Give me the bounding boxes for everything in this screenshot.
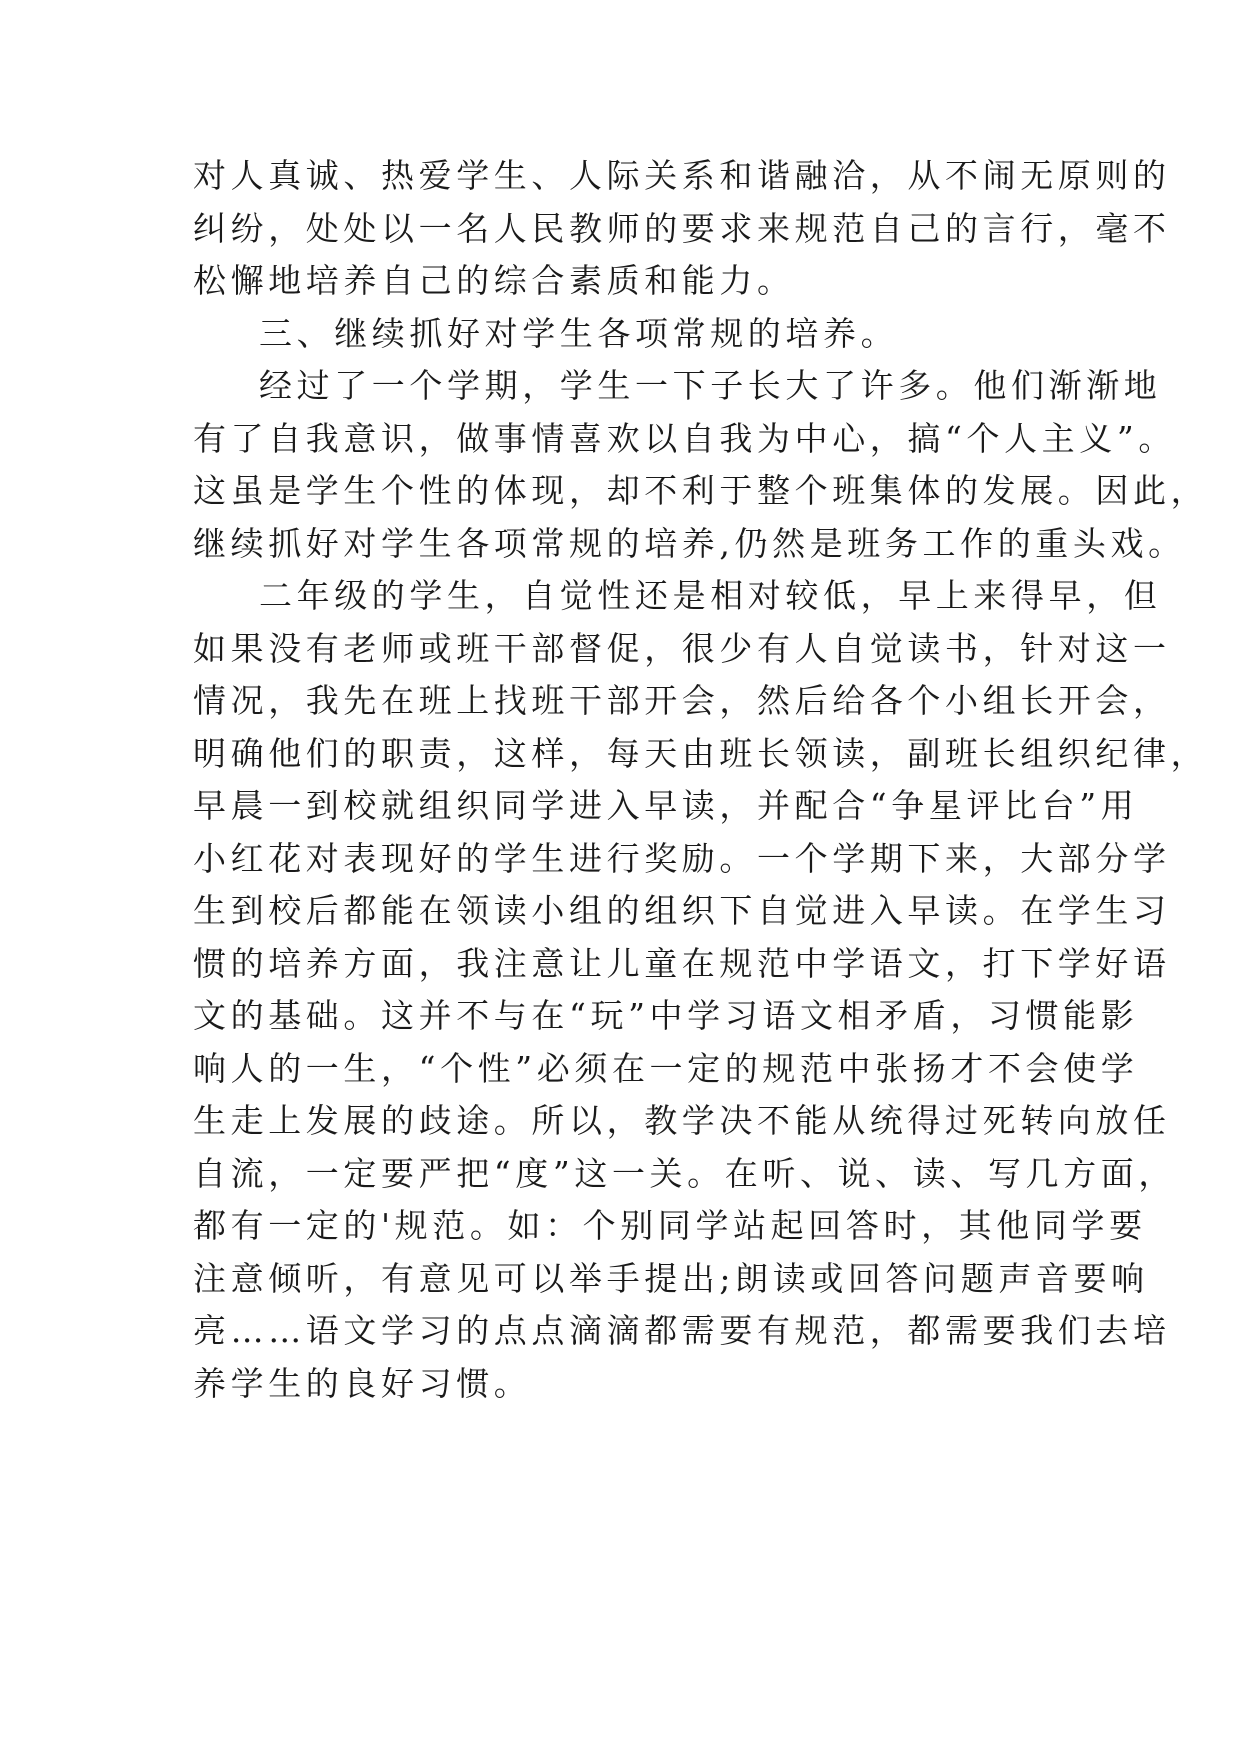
text-line: 亮……语文学习的点点滴滴都需要有规范，都需要我们去培 bbox=[193, 1311, 1171, 1350]
text-line: 情况，我先在班上找班干部开会，然后给各个小组长开会， bbox=[193, 681, 1171, 720]
text-line: 养学生的良好习惯。 bbox=[193, 1363, 532, 1403]
text-line: 二年级的学生，自觉性还是相对较低，早上来得早，但 bbox=[259, 576, 1162, 615]
text-line: 生到校后都能在领读小组的组织下自觉进入早读。在学生习 bbox=[193, 891, 1171, 930]
text-line: 三、继续抓好对学生各项常规的培养。 bbox=[259, 313, 899, 353]
text-line: 纠纷，处处以一名人民教师的要求来规范自己的言行，毫不 bbox=[193, 208, 1171, 248]
text-line: 继续抓好对学生各项常规的培养,仍然是班务工作的重头戏。 bbox=[193, 523, 1186, 563]
text-line: 松懈地培养自己的综合素质和能力。 bbox=[193, 261, 795, 300]
text-line: 注意倾听，有意见可以举手提出;朗读或回答问题声音要响 bbox=[193, 1258, 1149, 1298]
text-line: 早晨一到校就组织同学进入早读，并配合“争星评比台”用 bbox=[193, 786, 1139, 825]
text-line: 响人的一生，“个性”必须在一定的规范中张扬才不会使学 bbox=[193, 1048, 1139, 1088]
text-line: 文的基础。这并不与在“玩”中学习语文相矛盾，习惯能影 bbox=[193, 996, 1139, 1035]
text-line: 生走上发展的歧途。所以，教学决不能从统得过死转向放任 bbox=[193, 1101, 1171, 1140]
text-line: 都有一定的'规范。如：个别同学站起回答时，其他同学要 bbox=[193, 1206, 1147, 1245]
text-line: 自流，一定要严把“度”这一关。在听、说、读、写几方面， bbox=[193, 1153, 1176, 1193]
text-line: 如果没有老师或班干部督促，很少有人自觉读书，针对这一 bbox=[193, 628, 1171, 668]
text-line: 明确他们的职责，这样，每天由班长领读，副班长组织纪律， bbox=[193, 733, 1209, 773]
text-line: 惯的培养方面，我注意让儿童在规范中学语文，打下学好语 bbox=[193, 943, 1171, 983]
body-text bbox=[193, 150, 1209, 1410]
text-line: 这虽是学生个性的体现，却不利于整个班集体的发展。因此， bbox=[193, 471, 1209, 510]
text-line: 对人真诚、热爱学生、人际关系和谐融洽，从不闹无原则的 bbox=[193, 156, 1171, 195]
text-line: 经过了一个学期，学生一下子长大了许多。他们渐渐地 bbox=[259, 366, 1162, 405]
text-line: 有了自我意识，做事情喜欢以自我为中心，搞“个人主义”。 bbox=[193, 418, 1176, 458]
text-line: 小红花对表现好的学生进行奖励。一个学期下来，大部分学 bbox=[193, 838, 1171, 878]
